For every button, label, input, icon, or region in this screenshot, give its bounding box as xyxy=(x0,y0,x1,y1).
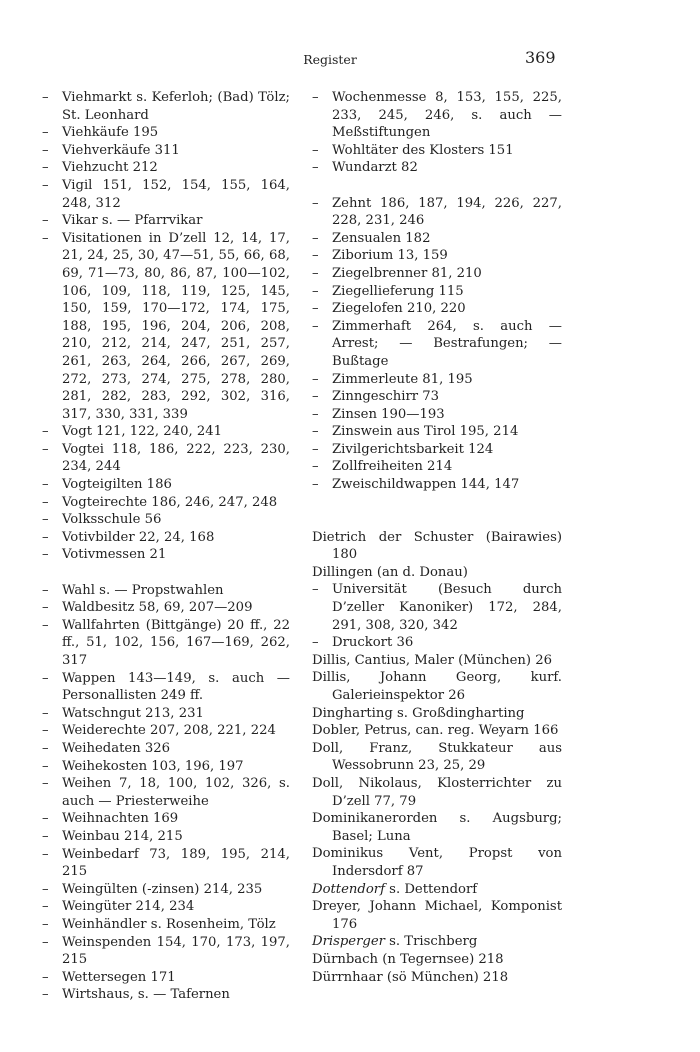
index-subentry xyxy=(42,670,290,705)
index-subentry xyxy=(312,247,562,265)
index-entry-text: Doll, Franz, Stukkateur aus Wessobrunn 23, 25, 29 xyxy=(312,740,562,774)
index-entry-text: Dobler, Petrus, can. reg. Weyarn 166 xyxy=(312,723,559,739)
index-entry-text: Weinbau 214, 215 xyxy=(62,828,183,844)
index-subentry xyxy=(42,705,290,723)
index-subentry xyxy=(312,142,562,160)
index-entry xyxy=(312,933,562,951)
index-entry-text: Ziegellieferung 115 xyxy=(332,283,464,299)
index-entry-text: Viehverkäufe 311 xyxy=(62,142,180,158)
index-entry xyxy=(312,669,562,704)
index-entry-text: Watschngut 213, 231 xyxy=(62,705,204,721)
index-subentry xyxy=(312,458,562,476)
index-entry-text: Weiderechte 207, 208, 221, 224 xyxy=(62,723,276,739)
index-subentry xyxy=(312,318,562,371)
index-entry xyxy=(312,951,562,969)
index-entry xyxy=(312,722,562,740)
index-subentry xyxy=(42,177,290,212)
index-entry-text: Weingülten (-zinsen) 214, 235 xyxy=(62,881,263,897)
index-subentry xyxy=(42,881,290,899)
index-entry-text: Volksschule 56 xyxy=(62,512,162,528)
index-subentry xyxy=(42,142,290,160)
index-subentry xyxy=(42,476,290,494)
index-entry xyxy=(312,652,562,670)
index-entry xyxy=(312,775,562,810)
index-subentry xyxy=(42,916,290,934)
index-entry-text: Wettersegen 171 xyxy=(62,969,176,985)
index-subentry xyxy=(312,441,562,459)
index-subentry xyxy=(42,511,290,529)
index-subentry xyxy=(42,89,290,124)
index-subentry xyxy=(312,230,562,248)
index-entry-text: Wappen 143—149, s. auch — Personallisten 249 ff. xyxy=(62,670,290,704)
index-entry-text: Weingüter 214, 234 xyxy=(62,899,195,915)
index-entry-text: Weihekosten 103, 196, 197 xyxy=(62,758,244,774)
index-entry-text: Dietrich der Schuster (Bairawies) 180 xyxy=(312,529,562,563)
index-entry-text: Dillis, Johann Georg, kurf. Galerieinspektor 26 xyxy=(312,670,562,703)
index-entry-text: Weinbedarf 73, 189, 195, 214, 215 xyxy=(62,846,290,880)
index-entry-text: Wallfahrten (Bittgänge) 20 ff., 22 ff., 51, 102, 156, 167—169, 262, 317 xyxy=(62,617,290,668)
index-subentry xyxy=(42,212,290,230)
index-entry-text: Druckort 36 xyxy=(332,635,414,651)
index-subentry xyxy=(42,898,290,916)
index-entry-text: Universität (Besuch durch D’zeller Kanoniker) 172, 284, 291, 308, 320, 342 xyxy=(332,582,562,633)
index-entry-text: Dürrnhaar (sö München) 218 xyxy=(312,969,509,985)
index-entry-text: Weihen 7, 18, 100, 102, 326, s. auch — Priesterweihe xyxy=(62,776,290,809)
index-entry-italic-term: Dottendorf xyxy=(312,881,385,897)
index-entry-text: Dillingen (an d. Donau) xyxy=(312,564,468,580)
index-entry xyxy=(312,529,562,564)
index-subentry xyxy=(42,828,290,846)
index-entry-text: Ziegelbrenner 81, 210 xyxy=(332,265,482,281)
index-subentry xyxy=(312,634,562,652)
index-subentry xyxy=(42,810,290,828)
index-subentry xyxy=(312,283,562,301)
section-gap xyxy=(312,494,562,529)
index-entry-text: Dreyer, Johann Michael, Komponist 176 xyxy=(312,899,562,932)
index-entry-text: Dürnbach (n Tegernsee) 218 xyxy=(312,951,504,967)
index-subentry xyxy=(42,775,290,810)
index-entry-text: Vogt 121, 122, 240, 241 xyxy=(62,424,223,440)
index-subentry xyxy=(42,969,290,987)
index-entry xyxy=(312,564,562,582)
index-entry-text: Ziborium 13, 159 xyxy=(332,248,448,264)
running-header: Register xyxy=(303,52,357,67)
index-subentry xyxy=(312,159,562,177)
index-entry-text: Votivmessen 21 xyxy=(62,547,167,563)
index-entry xyxy=(312,845,562,880)
index-entry-text: Dominikanerorden s. Augsburg; Basel; Luna xyxy=(312,811,562,844)
index-entry-text: Zimmerhaft 264, s. auch — Arrest; — Bestrafungen; — Bußtage xyxy=(332,318,562,369)
index-entry-text: Viehkäufe 195 xyxy=(62,125,159,141)
index-entry-text: Vogteigilten 186 xyxy=(62,477,172,493)
index-subentry xyxy=(42,124,290,142)
section-gap xyxy=(42,564,290,582)
index-entry-text: Zinsen 190—193 xyxy=(332,406,445,422)
index-entry-text: Wohltäter des Klosters 151 xyxy=(332,142,514,158)
index-entry-text: Dillis, Cantius, Maler (München) 26 xyxy=(312,652,553,668)
index-subentry xyxy=(42,423,290,441)
index-subentry xyxy=(42,740,290,758)
index-entry-text: Viehmarkt s. Keferloh; (Bad) Tölz; St. Leonhard xyxy=(62,90,290,123)
index-entry-text: Zimmerleute 81, 195 xyxy=(332,371,473,387)
page-number: 369 xyxy=(525,48,556,67)
index-entry-text: Wochenmesse 8, 153, 155, 225, 233, 245, 246, s. auch — Meßstiftungen xyxy=(332,90,562,141)
index-subentry xyxy=(42,441,290,476)
index-subentry xyxy=(42,986,290,1004)
index-entry-text: Wahl s. — Propstwahlen xyxy=(62,582,224,598)
index-entry-text: Wirtshaus, s. — Tafernen xyxy=(62,987,230,1003)
index-entry-text: Visitationen in D’zell 12, 14, 17, 21, 24, 25, 30, 47—51, 55, 66, 68, 69, 71—73, 80, 86, 87, 100—102, 106, 109, 118, 119, 125, 145, 150, 159, 170—172, 174, 175, 188, 195, 196, 204, 206, 208, 210, 212, 214, 247, 251, 257, 261, 263, 264, 266, 267, 269, 272, 273, 274, 275, 278, 280, 281, 282, 283, 292, 302, 316, 317, 330, 331, 339 xyxy=(62,230,290,422)
index-entry-text: Vigil 151, 152, 154, 155, 164, 248, 312 xyxy=(62,177,290,211)
index-entry-text: Weihnachten 169 xyxy=(62,811,179,827)
index-entry-text: Weinhändler s. Rosenheim, Tölz xyxy=(62,916,276,932)
index-column-right xyxy=(312,89,562,986)
index-entry xyxy=(312,740,562,775)
index-subentry xyxy=(312,581,562,634)
index-entry-text: Weihedaten 326 xyxy=(62,740,171,756)
index-entry-text: Zivilgerichtsbarkeit 124 xyxy=(332,441,494,457)
index-subentry xyxy=(312,423,562,441)
index-entry-text: Doll, Nikolaus, Klosterrichter zu D’zell 77, 79 xyxy=(312,775,562,809)
index-entry-text: Zinngeschirr 73 xyxy=(332,389,440,405)
index-subentry xyxy=(42,159,290,177)
index-entry-text: Wundarzt 82 xyxy=(332,160,418,176)
index-entry-text: Zinswein aus Tirol 195, 214 xyxy=(332,424,519,440)
index-subentry xyxy=(42,546,290,564)
index-entry-text: Waldbesitz 58, 69, 207—209 xyxy=(62,600,253,616)
index-entry-text: Ziegelofen 210, 220 xyxy=(332,301,466,317)
index-entry-text: Zehnt 186, 187, 194, 226, 227, 228, 231, 246 xyxy=(332,195,562,229)
index-subentry xyxy=(42,617,290,670)
index-entry xyxy=(312,705,562,723)
index-subentry xyxy=(312,371,562,389)
index-subentry xyxy=(42,758,290,776)
index-subentry xyxy=(312,89,562,142)
index-column-left xyxy=(42,89,290,1004)
index-subentry xyxy=(42,722,290,740)
index-entry-text: Votivbilder 22, 24, 168 xyxy=(62,529,215,545)
index-subentry xyxy=(42,494,290,512)
index-entry-text: s. Dettendorf xyxy=(384,881,478,897)
index-subentry xyxy=(42,846,290,881)
index-entry-text: Weinspenden 154, 170, 173, 197, 215 xyxy=(62,934,290,968)
index-subentry xyxy=(312,265,562,283)
index-entry-text: Zollfreiheiten 214 xyxy=(332,459,453,475)
index-subentry xyxy=(312,476,562,494)
index-entry-text: Dingharting s. Großdingharting xyxy=(312,705,525,721)
index-entry-text: Zweischildwappen 144, 147 xyxy=(332,477,520,493)
index-entry xyxy=(312,898,562,933)
index-entry xyxy=(312,810,562,845)
index-entry-text: Vikar s. — Pfarrvikar xyxy=(62,213,203,229)
index-entry-text: Viehzucht 212 xyxy=(62,160,158,176)
index-subentry xyxy=(42,529,290,547)
index-subentry xyxy=(312,406,562,424)
index-entry-text: Dominikus Vent, Propst von Indersdorf 87 xyxy=(312,846,562,879)
index-subentry xyxy=(42,599,290,617)
index-entry xyxy=(312,881,562,899)
index-entry-text: Vogtei 118, 186, 222, 223, 230, 234, 244 xyxy=(62,441,290,475)
index-subentry xyxy=(42,934,290,969)
index-subentry xyxy=(312,195,562,230)
index-subentry xyxy=(42,230,290,424)
index-entry-text: Zensualen 182 xyxy=(332,230,431,246)
section-gap xyxy=(312,177,562,195)
index-entry-text: s. Trischberg xyxy=(384,934,478,950)
index-entry-italic-term: Drisperger xyxy=(312,934,385,950)
index-subentry xyxy=(312,300,562,318)
index-entry-text: Vogteirechte 186, 246, 247, 248 xyxy=(62,494,278,510)
index-subentry xyxy=(312,388,562,406)
index-entry xyxy=(312,969,562,987)
index-subentry xyxy=(42,582,290,600)
